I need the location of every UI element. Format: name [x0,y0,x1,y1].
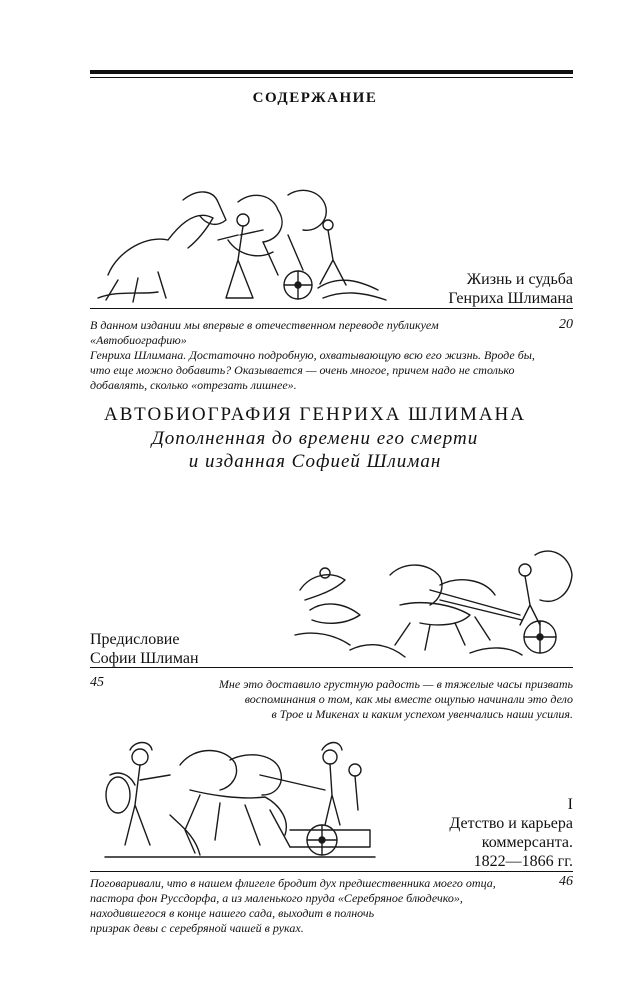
top-rule-thick [90,70,573,74]
entry-3-heading-line: Детство и карьера [449,815,573,832]
entry-1-rule [90,308,573,309]
entry-3-heading-line: коммерсанта. [481,834,573,851]
entry-3-summary-line: находившегося в конце нашего сада, выходит в полночь [90,906,375,920]
entry-2-summary-line: в Трое и Микенах и каким успехом увенчались наши усилия. [271,707,573,721]
entry-2-summary [213,677,573,722]
entry-2-page-number[interactable]: 45 [90,675,104,690]
entry-3-heading [449,795,573,871]
entry-1-summary [90,318,535,393]
entry-1-summary-line: что еще можно добавить? Оказывается — очень многое, причем надо не столько [90,363,515,377]
chariot-illustration-3 [100,735,380,865]
top-rule-thin [90,77,573,78]
entry-3-summary-line: призрак девы с серебряной чашей в руках. [90,921,304,935]
entry-1-page-number[interactable]: 20 [559,317,573,332]
entry-2-rule [90,667,573,668]
chariot-illustration-2 [290,545,575,665]
entry-1-summary-line: Генриха Шлимана. Достаточно подробную, охватывающую всю его жизнь. Вроде бы, [90,348,535,362]
entry-1-heading-line: Жизнь и судьба [466,271,573,288]
entry-3-rule [90,871,573,872]
entry-2-summary-line: Мне это доставило грустную радость — в тяжелые часы призвать [218,677,573,691]
autobiography-subtitle-line: Дополненная до времени его смерти [151,428,479,449]
entry-1-summary-line: В данном издании мы впервые в отечественном переводе публикуем «Автобиографию» [90,318,439,347]
entry-3-summary [90,876,520,936]
autobiography-subtitle [0,427,630,473]
entry-3-heading-line: 1822—1866 гг. [473,853,573,870]
entry-1-heading-line: Генриха Шлимана [448,290,573,307]
entry-2-summary-line: воспоминания о том, как мы вместе ощупью начинали это дело [244,692,573,706]
entry-2-heading-line: Предисловие [90,631,180,648]
autobiography-subtitle-line: и изданная Софией Шлиман [188,451,442,472]
entry-3-summary-line: пастора фон Руссдорфа, а из маленького пруда «Серебряное блюдечко», [90,891,463,905]
entry-1-summary-line: добавлять, сколько «отрезать лишнее». [90,378,297,392]
entry-3-summary-line: Поговаривали, что в нашем флигеле бродит дух предшественника моего отца, [90,876,496,890]
entry-2-heading-line: Софии Шлиман [90,650,199,667]
entry-3-heading-line: I [567,796,573,813]
entry-1-heading [448,270,573,308]
entry-3-page-number[interactable]: 46 [559,874,573,889]
page-title: СОДЕРЖАНИЕ [252,90,378,106]
entry-2-heading [90,630,199,668]
chariot-illustration-1 [88,180,388,308]
autobiography-title: АВТОБИОГРАФИЯ ГЕНРИХА ШЛИМАНА [104,404,526,425]
